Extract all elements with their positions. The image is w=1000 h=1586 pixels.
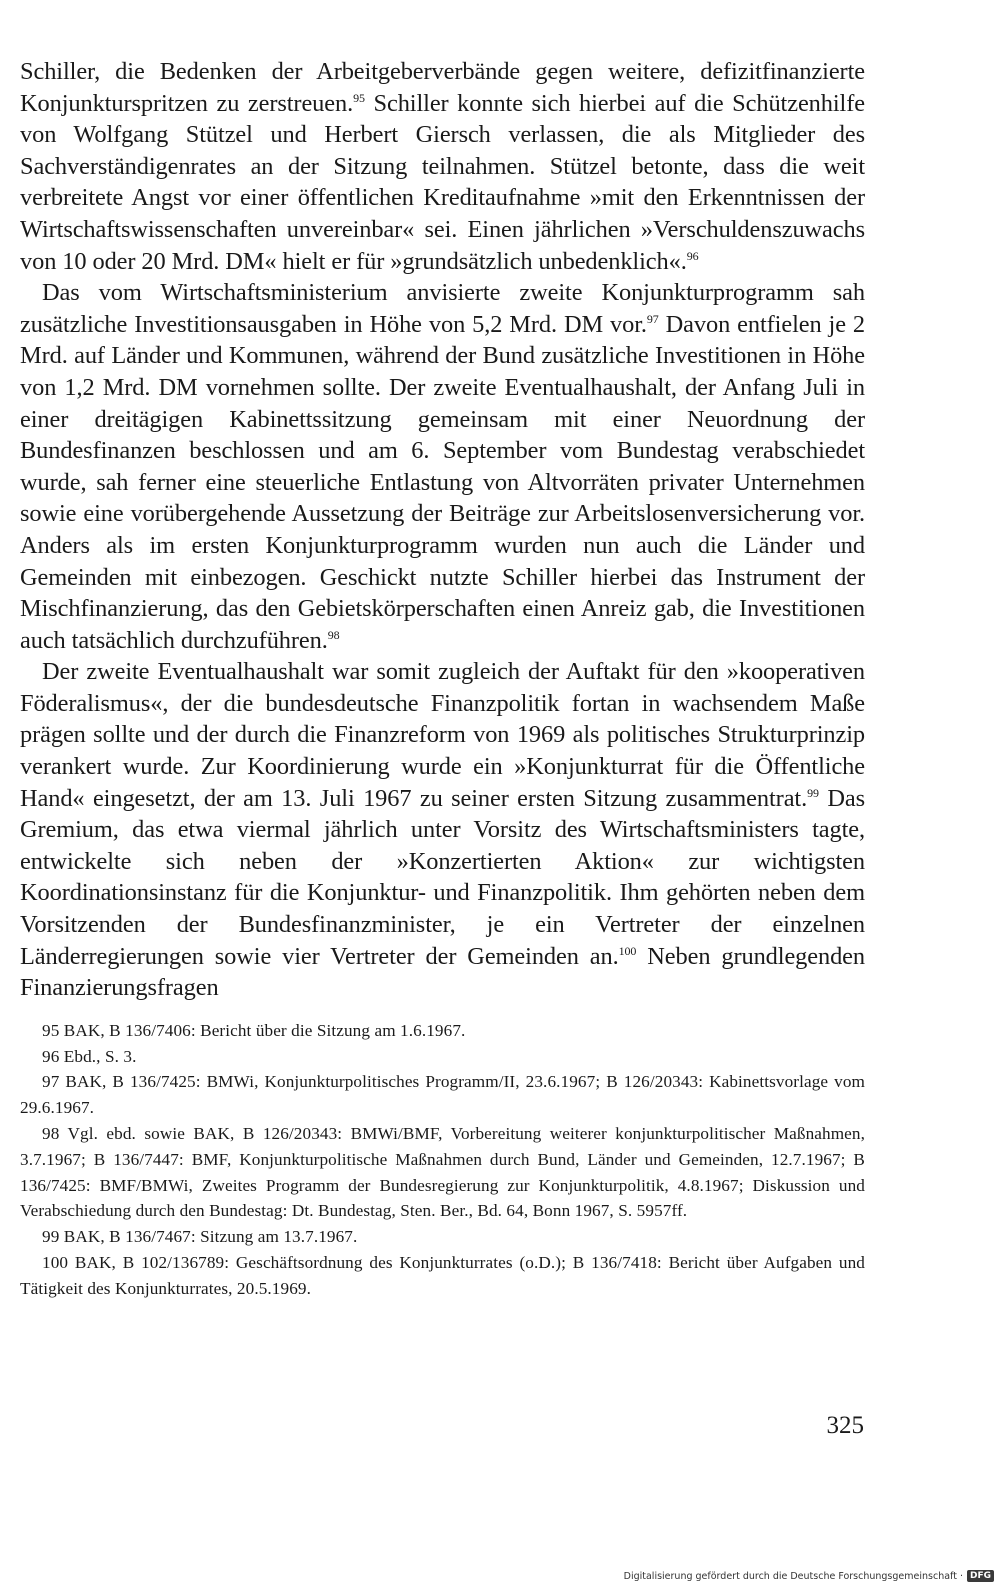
paragraph: [20, 277, 865, 656]
footnote: 98 Vgl. ebd. sowie BAK, B 126/20343: BMWi/BMF, Vorbereitung weiterer konjunkturpolitischer Maßnahmen, 3.7.1967; B 136/7447: BMF, Konjunkturpolitische Maßnahmen durch Bund, Länder und Gemeinden, 12.7.1967; B 136/7425: BMF/BMWi, Zweites Programm der Bundesregierung zur Konjunkturpolitik, 4.8.1967; Diskussion und Verabschiedung durch den Bundestag: Dt. Bundestag, Sten. Ber., Bd. 64, Bonn 1967, S. 5957ff.: [20, 1124, 865, 1221]
paragraph-text: Das vom Wirtschaftsministerium anvisierte zweite Konjunkturprogramm sah zusätzliche Investitionsausgaben in Höhe von 5,2 Mrd. DM vor.: [20, 279, 865, 338]
footnote-ref: 99: [807, 785, 819, 800]
paragraph: [20, 56, 865, 277]
paragraph-text: Schiller konnte sich hierbei auf die Schützenhilfe von Wolfgang Stützel und Herbert Giersch verlassen, die als Mitglieder des Sachverständigenrates an der Sitzung teilnahmen. Stützel betonte, dass die weit verbreitete Angst vor einer öffentlichen Kreditaufnahme »mit den Erkenntnissen der Wirtschaftswissenschaften unvereinbar« sei. Einen jährlichen »Verschuldenszuwachs von 10 oder 20 Mrd. DM« hielt er für »grundsätzlich unbedenklich«.: [20, 89, 865, 275]
footnote-ref: 97: [646, 311, 659, 326]
footnote: 96 Ebd., S. 3.: [42, 1046, 137, 1066]
page-content: [20, 56, 865, 1302]
body-text: [20, 56, 865, 1004]
footnote-ref: 96: [686, 248, 699, 263]
footnote: 97 BAK, B 136/7425: BMWi, Konjunkturpolitisches Programm/II, 23.6.1967; B 126/20343: Kabinettsvorlage vom 29.6.1967.: [20, 1072, 865, 1118]
footnotes: [20, 1018, 865, 1302]
footnote-ref: 95: [353, 90, 365, 105]
footer-text: Digitalisierung gefördert durch die Deutsche Forschungsgemeinschaft ·: [623, 1570, 963, 1582]
footnote: 100 BAK, B 102/136789: Geschäftsordnung des Konjunkturrates (o.D.); B 136/7418: Bericht über Aufgaben und Tätigkeit des Konjunkturrates, 20.5.1969.: [20, 1252, 865, 1298]
paragraph: [20, 656, 865, 1004]
footnote-ref: 98: [327, 627, 340, 642]
paragraph-text: Das Gremium, das etwa viermal jährlich unter Vorsitz des Wirtschaftsministers tagte, entwickelte sich neben der »Konzertierten Aktion« zur wichtigsten Koordinationsinstanz für die Konjunktur- und Finanzpolitik. Ihm gehörten neben dem Vorsitzenden der Bundesfinanzminister, je ein Vertreter der einzelnen Länderregierungen sowie vier Vertreter der Gemeinden an.: [20, 784, 865, 970]
footnote: 95 BAK, B 136/7406: Bericht über die Sitzung am 1.6.1967.: [42, 1020, 466, 1040]
paragraph-text: Schiller, die Bedenken der Arbeitgeberverbände gegen weitere, defizitfinanzierte Konjunkturspritzen zu zerstreuen.: [20, 58, 865, 117]
paragraph-text: Davon entfielen je 2 Mrd. auf Länder und Kommunen, während der Bund zusätzliche Investitionen in Höhe von 1,2 Mrd. DM vornehmen sollte. Der zweite Eventualhaushalt, der Anfang Juli in einer dreitägigen Kabinettssitzung gemeinsam mit einer Neuordnung der Bundesfinanzen beschlossen und am 6. September vom Bundestag verabschiedet wurde, sah ferner eine steuerliche Entlastung von Altvorräten privater Unternehmen sowie eine vorübergehende Aussetzung der Beiträge zur Arbeitslosenversicherung vor. Anders als im ersten Konjunkturprogramm wurden nun auch die Länder und Gemeinden mit einbezogen. Geschickt nutzte Schiller hierbei das Instrument der Mischfinanzierung, das den Gebietskörperschaften einen Anreiz gab, die Investitionen auch tatsächlich durchzuführen.: [20, 310, 866, 654]
footnote-ref: 100: [618, 943, 637, 958]
dfg-logo-icon: DFG: [967, 1570, 994, 1582]
paragraph-text: Der zweite Eventualhaushalt war somit zugleich der Auftakt für den »kooperativen Föderalismus«, der die bundesdeutsche Finanzpolitik fortan in wachsendem Maße prägen sollte und der durch die Finanzreform von 1969 als politisches Strukturprinzip verankert wurde. Zur Koordinierung wurde ein »Konjunkturrat für die Öffentliche Hand« eingesetzt, der am 13. Juli 1967 zu seiner ersten Sitzung zusammentrat.: [20, 658, 865, 812]
page-number: 325: [826, 1412, 864, 1439]
footnote: 99 BAK, B 136/7467: Sitzung am 13.7.1967.: [42, 1227, 358, 1247]
paragraph-text: Neben grundlegenden Finanzierungsfragen: [20, 942, 866, 1002]
digitization-footer: [624, 1570, 994, 1582]
